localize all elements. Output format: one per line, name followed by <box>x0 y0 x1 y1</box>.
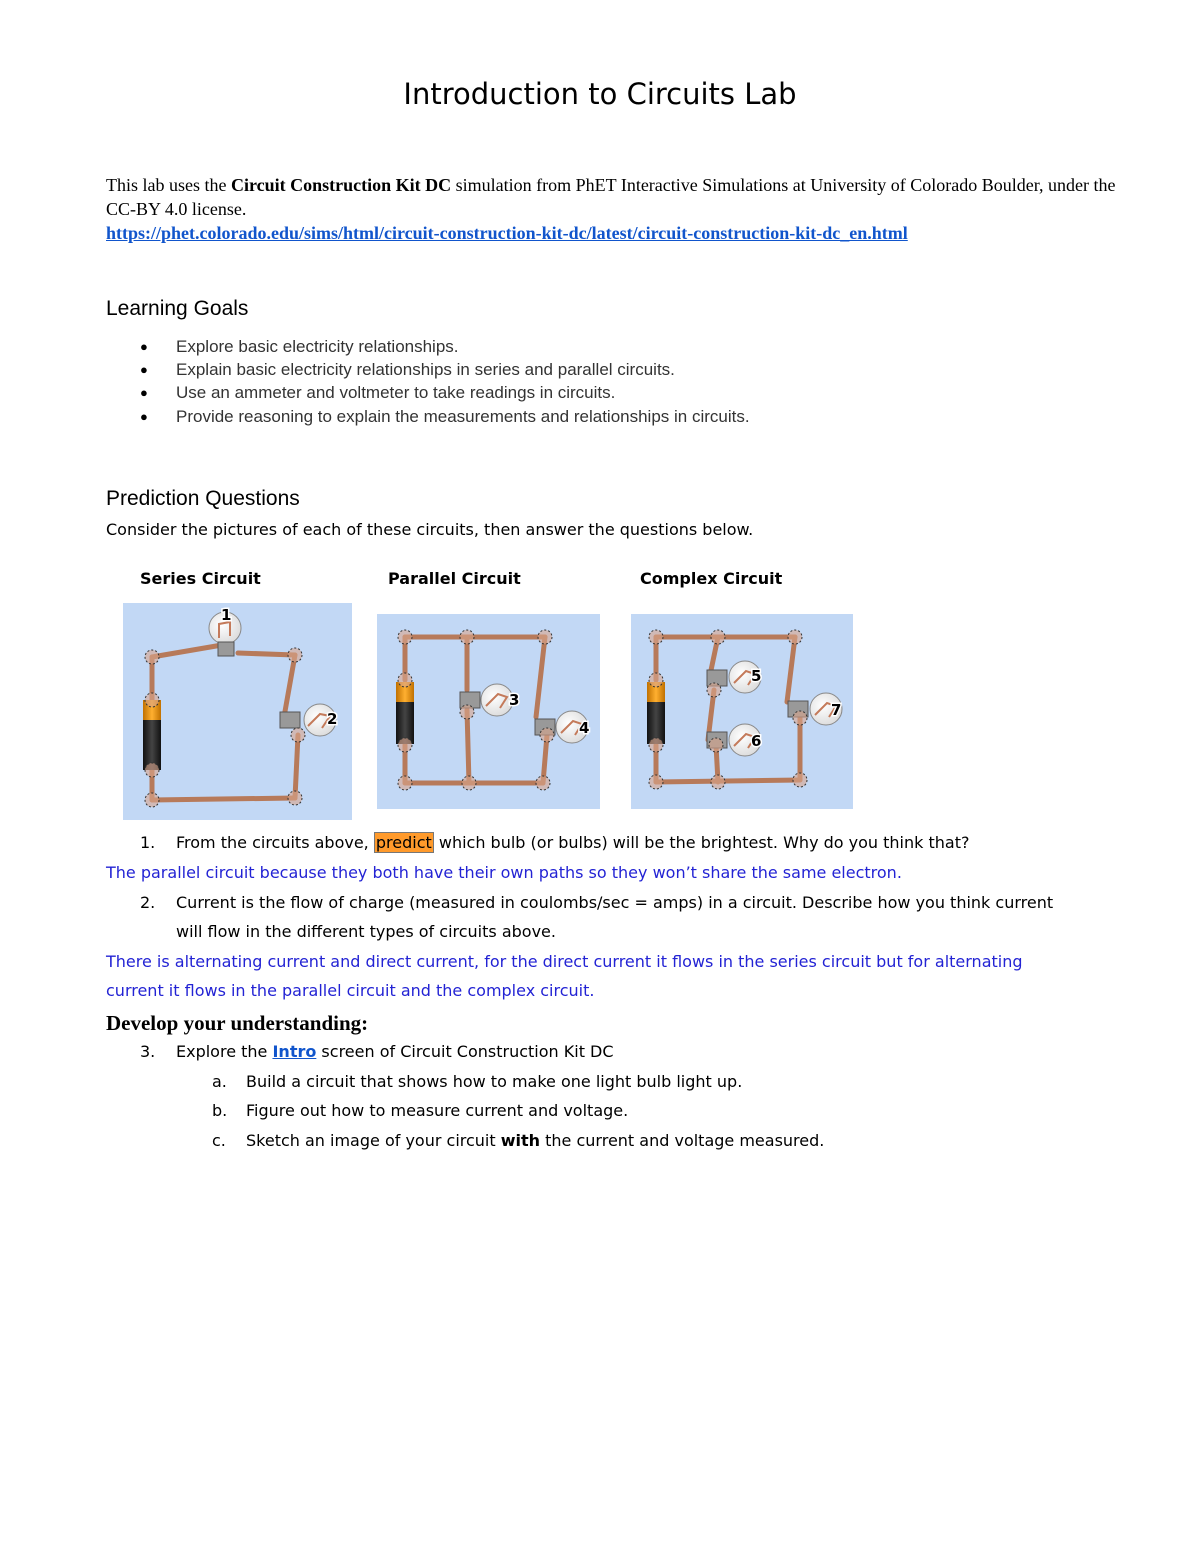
question-2-line-2: will flow in the different types of circuits above. <box>176 922 556 941</box>
question-1-text: From the circuits above, predict which bulb (or bulbs) will be the brightest. Why do you think that? <box>176 833 970 852</box>
battery-icon <box>396 682 414 744</box>
page-title: Introduction to Circuits Lab <box>403 77 797 111</box>
bulb-label: 4 <box>579 719 590 737</box>
learning-goals-heading: Learning Goals <box>106 297 249 320</box>
bulb-label: 3 <box>509 691 520 709</box>
question-3-number: 3. <box>140 1042 156 1061</box>
battery-icon <box>143 700 161 770</box>
intro-text-post: simulation from PhET Interactive Simulations at University of Colorado Boulder, under the CC-BY 4.0 license. <box>106 175 1116 219</box>
question-1-number: 1. <box>140 833 156 852</box>
bullet-icon: ● <box>140 409 148 424</box>
complex-circuit-caption: Complex Circuit <box>640 569 783 588</box>
prediction-heading: Prediction Questions <box>106 487 300 510</box>
question-2-number: 2. <box>140 893 156 912</box>
answer-2-line-1: There is alternating current and direct current, for the direct current it flows in the series circuit but for alternating <box>106 952 1023 971</box>
series-circuit-caption: Series Circuit <box>140 569 261 588</box>
subitem-text: Figure out how to measure current and voltage. <box>246 1101 629 1120</box>
simulation-name: Circuit Construction Kit DC <box>230 175 452 195</box>
simulation-link[interactable]: https://phet.colorado.edu/sims/html/circuit-construction-kit-dc/latest/circuit-construction-kit-dc_en.html <box>106 223 908 243</box>
answer-1: The parallel circuit because they both have their own paths so they won’t share the same electron. <box>106 863 902 882</box>
bulb-label: 6 <box>751 732 762 750</box>
intro-text-pre: This lab uses the <box>106 175 231 195</box>
subitem-label: c. <box>212 1131 226 1150</box>
bullet-icon: ● <box>140 339 148 354</box>
subitem-text: Sketch an image of your circuit with the current and voltage measured. <box>246 1131 825 1150</box>
question-2-line-1: Current is the flow of charge (measured in coulombs/sec = amps) in a circuit. Describe how you think current <box>176 893 1054 912</box>
prediction-instruction: Consider the pictures of each of these circuits, then answer the questions below. <box>106 520 754 539</box>
battery-icon <box>647 682 665 744</box>
bullet-icon: ● <box>140 385 148 400</box>
subitem-label: b. <box>212 1101 228 1120</box>
develop-heading: Develop your understanding: <box>106 1011 369 1035</box>
bulb-label: 2 <box>327 710 338 728</box>
question-3-text: Explore the Intro screen of Circuit Construction Kit DC <box>176 1042 614 1061</box>
subitem-text: Build a circuit that shows how to make one light bulb light up. <box>246 1072 743 1091</box>
subitem-label: a. <box>212 1072 227 1091</box>
bulb-label: 1 <box>221 606 232 624</box>
bulb-label: 7 <box>831 701 842 719</box>
answer-2-line-2: current it flows in the parallel circuit and the complex circuit. <box>106 981 595 1000</box>
highlighted-word: predict <box>375 833 432 852</box>
parallel-circuit-caption: Parallel Circuit <box>388 569 521 588</box>
intro-screen-link[interactable]: Intro <box>272 1042 317 1061</box>
bullet-icon: ● <box>140 362 148 377</box>
bulb-label: 5 <box>751 667 762 685</box>
